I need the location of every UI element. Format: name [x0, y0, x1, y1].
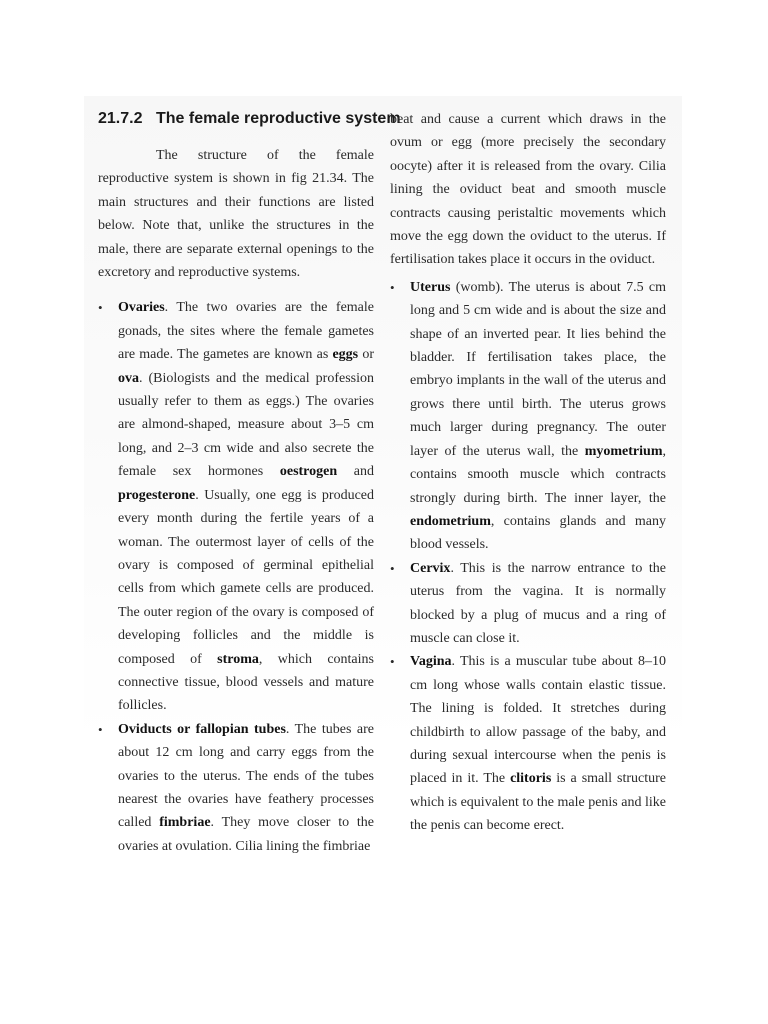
bold-term: Oviducts or fallopian tubes	[118, 721, 286, 737]
bullet-list-right	[390, 276, 666, 838]
bold-term: progesterone	[118, 487, 196, 503]
item-text: (womb). The uterus is about 7.5 cm long and 5 cm wide and is about the size and shape of an inverted pear. It lies behind the bladder. If fertilisation takes place, the embryo implants in the wall of the uterus and grows there until birth. The uterus grows much larger during pregnancy. The outer layer of the uterus wall, the	[410, 279, 666, 459]
bullet-list-left	[98, 296, 374, 858]
right-column	[390, 108, 666, 838]
list-item	[98, 718, 374, 858]
bold-term: stroma	[217, 651, 259, 667]
bold-term: oestrogen	[279, 464, 338, 480]
bold-term: myometrium	[584, 443, 663, 459]
item-text: and	[337, 464, 374, 480]
item-text: . Usually, one egg is produced every month during the fertile years of a woman. The outermost layer of cells of the ovary is composed of germinal epithelial cells from which gamete cells are produced. The outer region of the ovary is composed of developing follicles and the middle is composed of	[118, 487, 374, 667]
item-text: . This is the narrow entrance to the uterus from the vagina. It is normally blocked by a plug of mucus and a ring of muscle can close it.	[410, 560, 666, 646]
item-text: or	[358, 347, 374, 363]
bullet-icon: •	[98, 721, 103, 737]
item-text: . This is a muscular tube about 8–10 cm long whose walls contain elastic tissue. The lining is folded. It stretches during childbirth to allow passage of the baby, and during sexual intercourse when the penis is placed in it. The	[410, 654, 666, 787]
bold-term: fimbriae	[159, 815, 211, 831]
item-text: , contains glands and many blood vessels.	[410, 513, 666, 553]
left-column	[98, 108, 401, 858]
list-item	[98, 296, 374, 717]
bold-term: clitoris	[510, 771, 552, 787]
list-item	[390, 557, 666, 651]
intro-paragraph: The structure of the female reproductive system is shown in fig 21.34. The main structures and their functions are listed below. Note that, unlike the structures in the male, there are separate external openings to the excretory and reproductive systems.	[98, 148, 374, 281]
item-text: . The tubes are about 12 cm long and carry eggs from the ovaries to the uterus. The ends of the tubes nearest the ovaries have feathery processes called	[118, 721, 374, 831]
bullet-icon: •	[390, 560, 395, 576]
item-text: , which contains connective tissue, blood vessels and mature follicles.	[118, 651, 374, 714]
item-text: . The two ovaries are the female gonads, the sites where the female gametes are made. The gametes are known as	[118, 300, 374, 363]
bullet-icon: •	[390, 279, 395, 295]
item-text: . (Biologists and the medical profession usually refer to them as eggs.) The ovaries are almond-shaped, measure about 3–5 cm long, and 2–3 cm wide and also secrete the female sex hormones	[118, 370, 374, 480]
bold-term: Ovaries	[118, 300, 165, 316]
bold-term: Cervix	[410, 560, 451, 576]
section-title: The female reproductive system	[156, 110, 401, 127]
list-item	[390, 650, 666, 837]
bold-term: Vagina	[410, 654, 452, 670]
item-text: is a small structure which is equivalent to the male penis and like the penis can become erect.	[410, 771, 666, 834]
bold-term: eggs	[332, 347, 359, 363]
section-number: 21.7.2	[98, 110, 143, 127]
item-text: . They move closer to the ovaries at ovulation. Cilia lining the fimbriae	[118, 815, 375, 854]
item-text: , contains smooth muscle which contracts strongly during birth. The inner layer, the	[410, 443, 666, 506]
section-heading	[98, 108, 401, 130]
continuation-paragraph: beat and cause a current which draws in the ovum or egg (more precisely the secondary oocyte) after it is released from the ovary. Cilia lining the oviduct beat and smooth muscle contracts causing peristaltic movements which move the egg down the oviduct to the uterus. If fertilisation takes place it occurs in the oviduct.	[390, 112, 666, 268]
bold-term: ova	[118, 370, 139, 386]
bold-term: Uterus	[410, 279, 451, 295]
bold-term: endometrium	[410, 513, 491, 529]
list-item	[390, 276, 666, 557]
bullet-icon: •	[98, 300, 103, 316]
bullet-icon: •	[390, 654, 395, 670]
